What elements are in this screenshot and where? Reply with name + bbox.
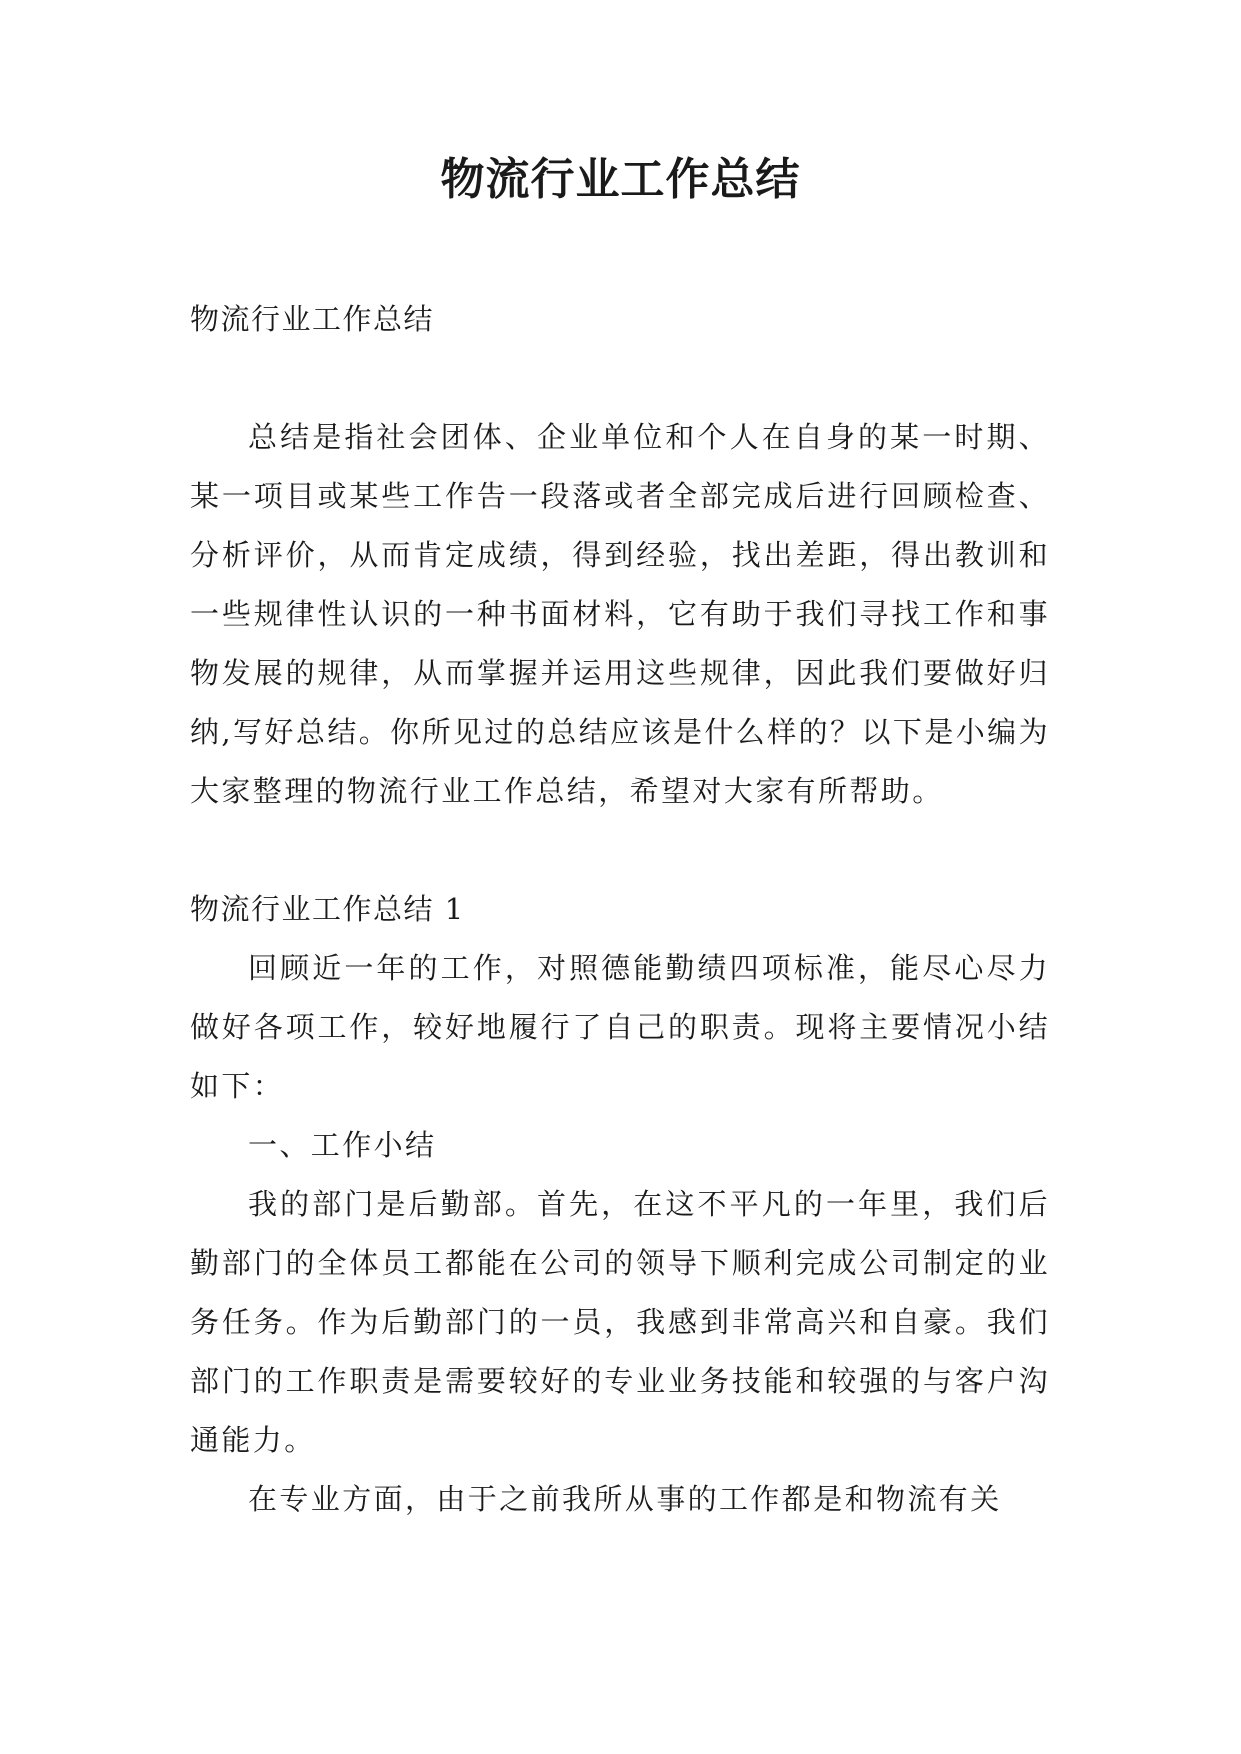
body-paragraph: 回顾近一年的工作，对照德能勤绩四项标准，能尽心尽力做好各项工作，较好地履行了自己的职责。现将主要情况小结如下： [190,951,1050,1103]
body-paragraph: 我的部门是后勤部。首先，在这不平凡的一年里，我们后勤部门的全体员工都能在公司的领导下顺利完成公司制定的业务任务。作为后勤部门的一员，我感到非常高兴和自豪。我们部门的工作职责是需要较好的专业业务技能和较强的与客户沟通能力。 [190,1187,1050,1457]
section-heading: 物流行业工作总结 1 [190,892,465,926]
body-paragraph: 在专业方面，由于之前我所从事的工作都是和物流有关 [248,1482,1002,1516]
intro-paragraph: 总结是指社会团体、企业单位和个人在自身的某一时期、某一项目或某些工作告一段落或者全部完成后进行回顾检查、分析评价，从而肯定成绩，得到经验，找出差距，得出教训和一些规律性认识的一种书面材料，它有助于我们寻找工作和事物发展的规律，从而掌握并运用这些规律，因此我们要做好归纳,写好总结。你所见过的总结应该是什么样的？以下是小编为大家整理的物流行业工作总结，希望对大家有所帮助。 [190,420,1050,808]
document-body [190,290,1050,1529]
document-title: 物流行业工作总结 [440,154,801,205]
subsection-heading: 一、工作小结 [248,1128,437,1162]
document-subtitle: 物流行业工作总结 [190,302,435,336]
